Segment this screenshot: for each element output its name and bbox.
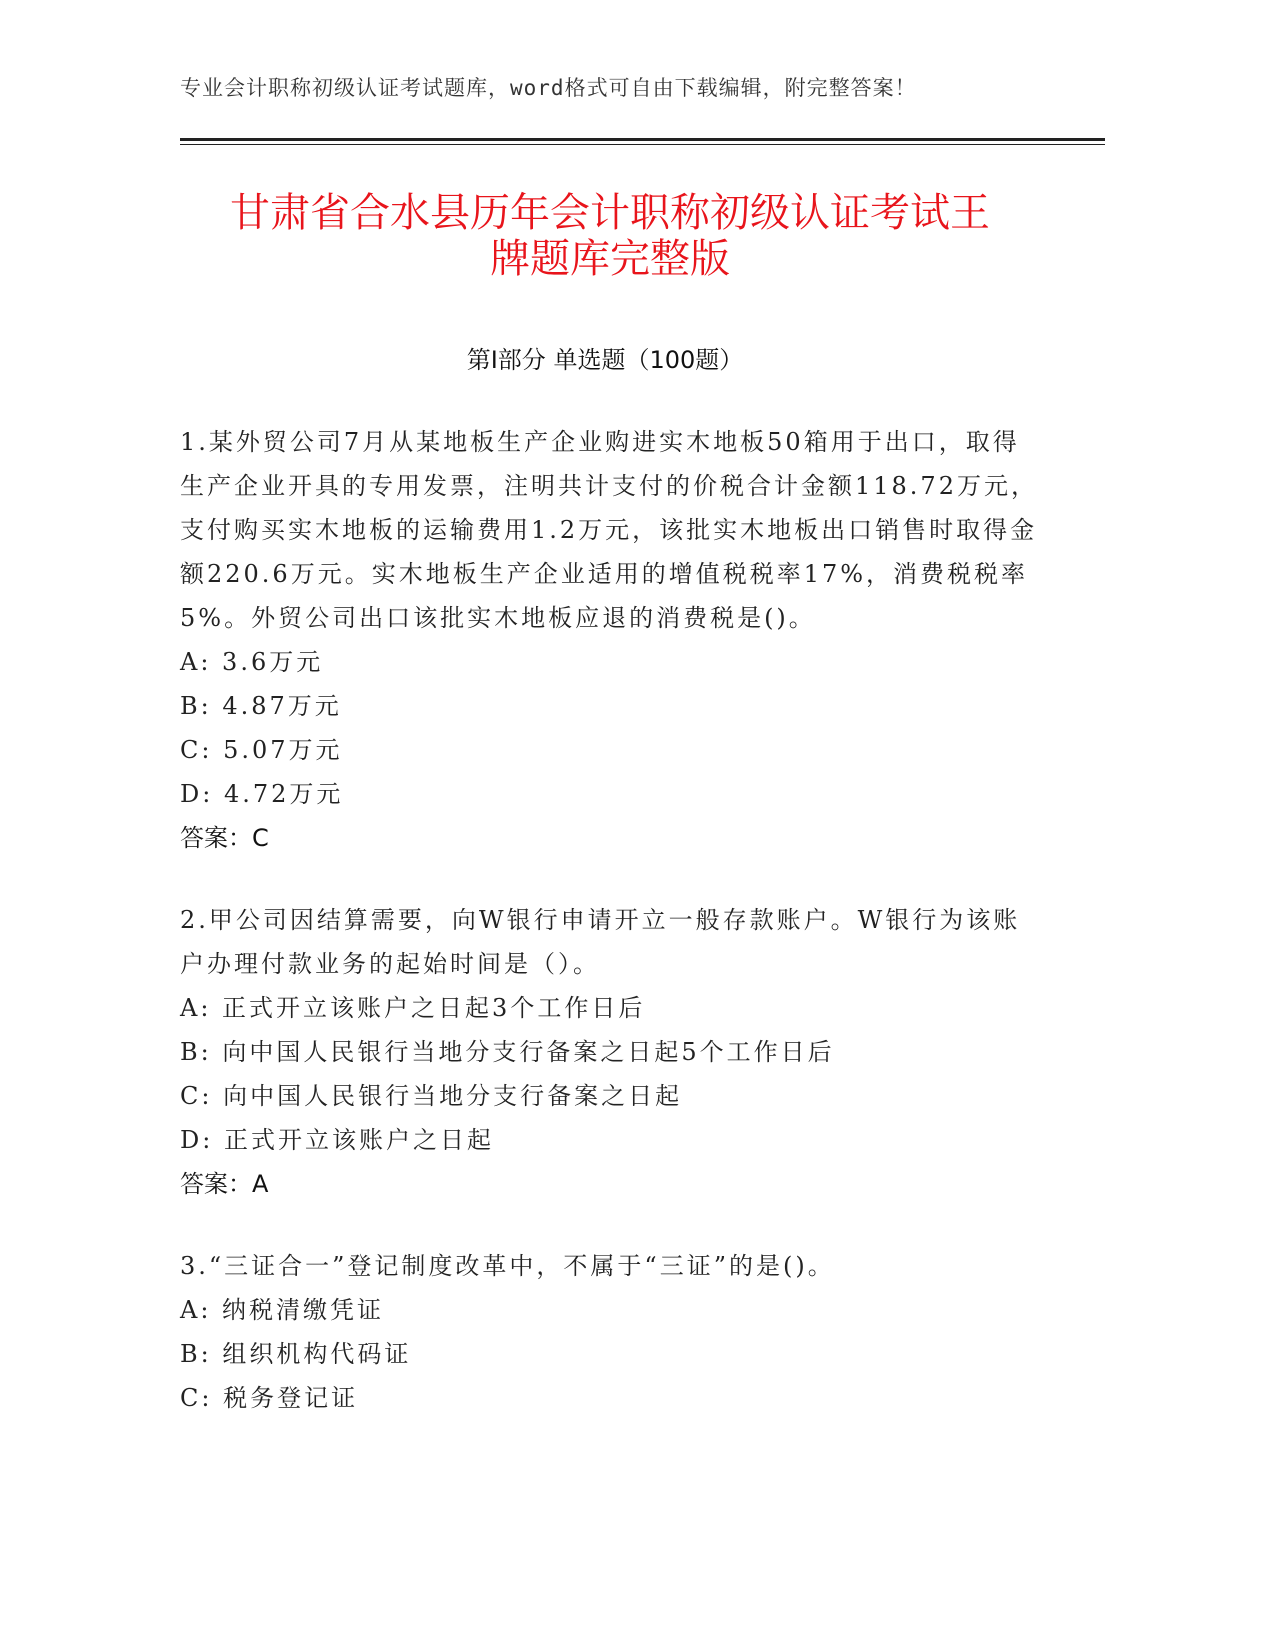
option-d: D: 4.72万元 — [180, 780, 344, 808]
question-1 — [180, 420, 1040, 860]
document-title — [160, 190, 1060, 282]
question-2 — [180, 898, 1040, 1206]
answer: 答案：A — [180, 1170, 269, 1198]
question-3 — [180, 1244, 1040, 1420]
document-title-line-2: 牌题库完整版 — [490, 236, 730, 282]
option-c: C: 5.07万元 — [180, 736, 343, 764]
question-text: 2.甲公司因结算需要，向W银行申请开立一般存款账户。W银行为该账户办理付款业务的起始时间是（）。 — [180, 906, 1021, 978]
header-rule-thick — [180, 138, 1105, 141]
header-rule-thin — [180, 144, 1105, 145]
page-header: 专业会计职称初级认证考试题库，word格式可自由下载编辑，附完整答案！ — [180, 76, 917, 100]
option-c: C: 税务登记证 — [180, 1384, 359, 1412]
option-d: D: 正式开立该账户之日起 — [180, 1126, 494, 1154]
question-text: 1.某外贸公司7月从某地板生产企业购进实木地板50箱用于出口，取得生产企业开具的专用发票，注明共计支付的价税合计金额118.72万元，支付购买实木地板的运输费用1.2万元，该批实木地板出口销售时取得金额220.6万元。实木地板生产企业适用的增值税税率17%，消费税税率5%。外贸公司出口该批实木地板应退的消费税是()。 — [180, 428, 1038, 632]
option-b: B: 向中国人民银行当地分支行备案之日起5个工作日后 — [180, 1038, 835, 1066]
document-title-line-1: 甘肃省合水县历年会计职称初级认证考试王 — [230, 190, 990, 236]
option-a: A: 正式开立该账户之日起3个工作日后 — [180, 994, 646, 1022]
option-b: B: 4.87万元 — [180, 692, 342, 720]
option-a: A: 纳税清缴凭证 — [180, 1296, 385, 1324]
option-a: A: 3.6万元 — [180, 648, 324, 676]
question-text: 3.“三证合一”登记制度改革中，不属于“三证”的是()。 — [180, 1252, 835, 1280]
question-list — [180, 420, 1040, 1458]
option-b: B: 组织机构代码证 — [180, 1340, 412, 1368]
answer: 答案：C — [180, 824, 269, 852]
option-c: C: 向中国人民银行当地分支行备案之日起 — [180, 1082, 683, 1110]
section-heading: 第Ⅰ部分 单选题（100题） — [466, 346, 744, 374]
